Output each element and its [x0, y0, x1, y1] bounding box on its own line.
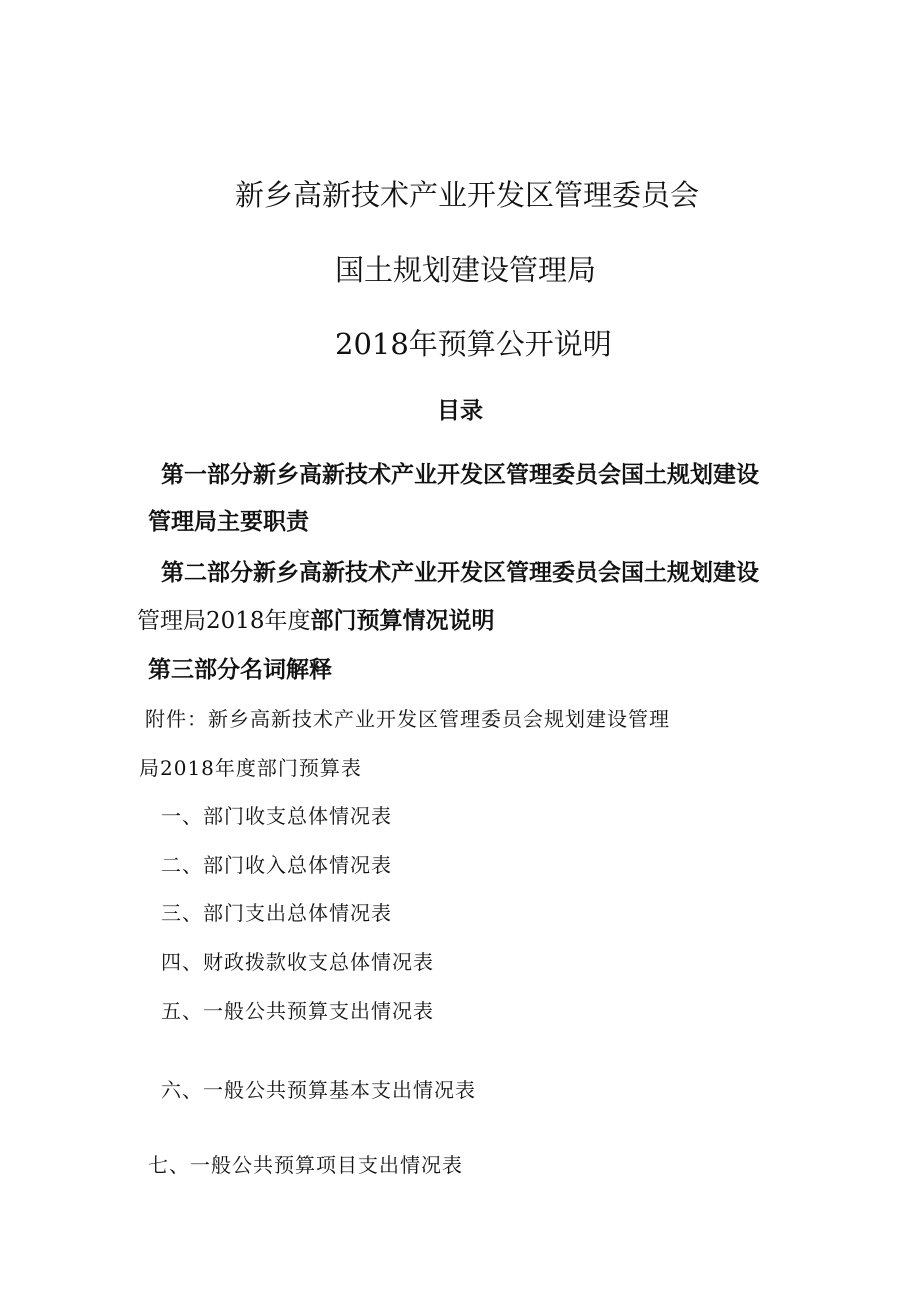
toc-part-2-line-2-prefix: 管理局2018年度 [137, 608, 311, 634]
toc-item-6: 六、一般公共预算基本支出情况表 [161, 1078, 476, 1102]
toc-part-1-line-1: 第一部分新乡高新技术产业开发区管理委员会国土规划建设 [161, 462, 759, 488]
toc-part-2-line-2 [137, 610, 495, 633]
attachment-line-2: 局2018年度部门预算表 [139, 756, 362, 780]
toc-heading: 目录 [437, 398, 483, 424]
toc-part-2-line-1: 第二部分新乡高新技术产业开发区管理委员会国土规划建设 [161, 560, 759, 586]
title-line-1: 新乡高新技术产业开发区管理委员会 [235, 178, 700, 212]
toc-part-2-line-2-suffix: 部门预算情况说明 [310, 608, 495, 634]
toc-item-4: 四、财政拨款收支总体情况表 [161, 950, 434, 974]
toc-item-3: 三、部门支出总体情况表 [161, 901, 392, 925]
title-line-2: 国土规划建设管理局 [335, 253, 597, 287]
toc-item-7: 七、一般公共预算项目支出情况表 [148, 1153, 463, 1177]
attachment-line-1: 附件：新乡高新技术产业开发区管理委员会规划建设管理 [145, 707, 670, 731]
title-line-3: 2018年预算公开说明 [335, 327, 612, 361]
toc-item-5: 五、一般公共预算支出情况表 [161, 999, 434, 1023]
toc-item-2: 二、部门收入总体情况表 [161, 853, 392, 877]
toc-part-3: 第三部分名词解释 [148, 657, 332, 683]
toc-item-1: 一、部门收支总体情况表 [161, 804, 392, 828]
toc-part-1-line-2: 管理局主要职责 [148, 509, 309, 535]
